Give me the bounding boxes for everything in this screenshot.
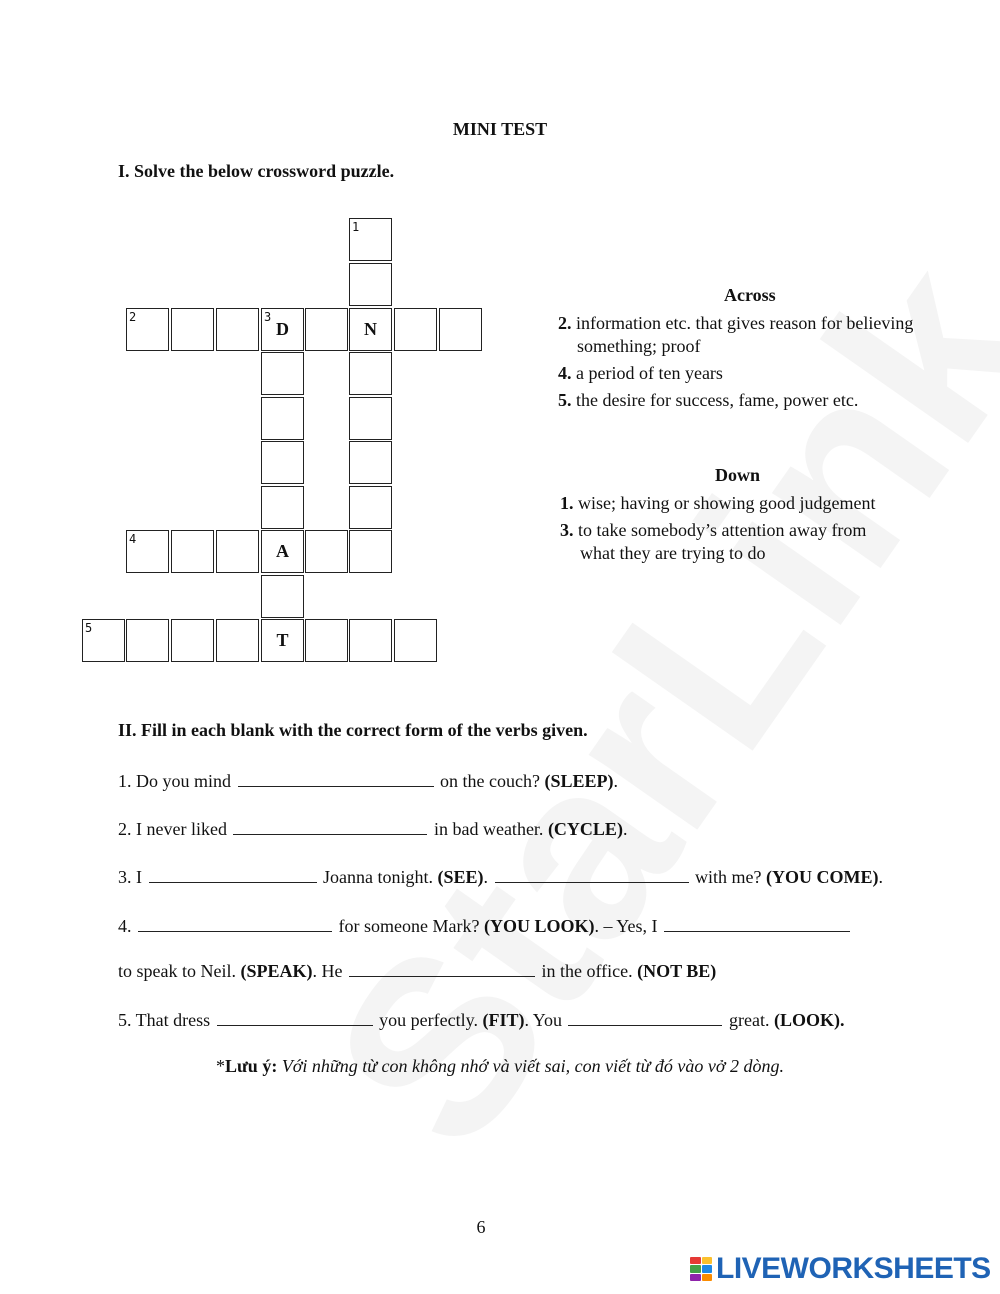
given-letter: T <box>276 630 289 650</box>
across-clue-4 <box>558 362 723 385</box>
down-clue-3 <box>560 519 866 565</box>
page-number: 6 <box>476 1217 486 1237</box>
clue-text-cont: something; proof <box>577 336 701 356</box>
crossword-cell[interactable] <box>216 619 259 662</box>
clue-number: 5 <box>85 621 93 635</box>
verb-hint: (SPEAK) <box>240 961 313 981</box>
given-letter: A <box>276 541 289 561</box>
crossword-cell[interactable] <box>171 530 214 573</box>
crossword-cell[interactable] <box>126 530 169 573</box>
text: great. <box>728 1010 770 1030</box>
crossword-cell[interactable] <box>216 308 259 351</box>
answer-blank[interactable] <box>664 913 850 932</box>
across-clue-5 <box>558 389 858 412</box>
cell-input[interactable] <box>221 318 254 342</box>
cell-input[interactable] <box>354 362 387 386</box>
crossword-cell <box>349 308 392 351</box>
crossword-cell[interactable] <box>349 441 392 484</box>
cell-input[interactable] <box>354 496 387 520</box>
clue-num: 5. <box>558 390 572 410</box>
crossword-cell[interactable] <box>216 530 259 573</box>
crossword-cell[interactable] <box>349 218 392 261</box>
cell-input[interactable] <box>354 273 387 297</box>
answer-blank[interactable] <box>149 864 317 883</box>
cell-input[interactable] <box>176 629 209 653</box>
cell-input[interactable] <box>266 362 299 386</box>
cell-input[interactable] <box>176 540 209 564</box>
crossword-cell[interactable] <box>439 308 482 351</box>
cell-input[interactable] <box>354 228 387 252</box>
note-text: Với những từ con không nhớ và viết sai, con viết từ đó vào vở 2 dòng. <box>281 1056 784 1076</box>
text: . You <box>524 1010 562 1030</box>
verb-hint: (NOT BE) <box>637 961 717 981</box>
crossword-cell[interactable] <box>305 530 348 573</box>
text: Joanna tonight. <box>323 867 433 887</box>
text: . He <box>312 961 343 981</box>
crossword-cell[interactable] <box>349 486 392 529</box>
clue-text: information etc. that gives reason for believing <box>576 313 914 333</box>
cell-input[interactable] <box>266 451 299 475</box>
verb-hint: (LOOK). <box>773 1010 845 1030</box>
across-heading: Across <box>724 285 776 305</box>
down-heading: Down <box>715 465 761 485</box>
cell-input[interactable] <box>310 318 343 342</box>
logo-text: LIVEWORKSHEETS <box>716 1252 991 1285</box>
crossword-cell[interactable] <box>349 530 392 573</box>
cell-input[interactable] <box>354 451 387 475</box>
crossword-cell[interactable] <box>349 263 392 306</box>
crossword-cell[interactable] <box>261 352 304 395</box>
cell-input[interactable] <box>131 629 164 653</box>
page-title: MINI TEST <box>452 119 548 139</box>
note <box>0 1056 1000 1077</box>
exercise-line-4 <box>118 913 852 937</box>
clue-num: 4. <box>558 363 572 383</box>
cell-input[interactable] <box>310 540 343 564</box>
verb-hint: (YOU LOOK) <box>483 916 595 936</box>
clue-text: to take somebody’s attention away from <box>578 520 867 540</box>
clue-number: 4 <box>129 532 137 546</box>
text: 2. I never liked <box>118 819 227 839</box>
text: on the couch? <box>440 771 540 791</box>
clue-number: 1 <box>352 220 360 234</box>
verb-hint: (YOU COME) <box>766 867 879 887</box>
exercise-line-2 <box>118 816 627 840</box>
clue-text: the desire for success, fame, power etc. <box>576 390 859 410</box>
answer-blank[interactable] <box>349 958 535 977</box>
cell-input[interactable] <box>87 629 120 653</box>
clue-text: a period of ten years <box>576 363 723 383</box>
text: in bad weather. <box>433 819 544 839</box>
crossword-cell <box>261 530 304 573</box>
crossword-cell[interactable] <box>394 308 437 351</box>
liveworksheets-logo <box>690 1252 991 1286</box>
crossword-cell[interactable] <box>126 308 169 351</box>
across-clue-2 <box>558 312 913 358</box>
crossword-cell[interactable] <box>261 575 304 618</box>
cell-input[interactable] <box>266 496 299 520</box>
clue-num: 3. <box>560 520 574 540</box>
answer-blank[interactable] <box>217 1007 373 1026</box>
clue-num: 1. <box>560 493 574 513</box>
logo-icon <box>690 1257 712 1281</box>
cell-input[interactable] <box>266 407 299 431</box>
cell-input[interactable] <box>444 318 477 342</box>
cell-input[interactable] <box>399 318 432 342</box>
exercise-line-3 <box>118 864 883 888</box>
text: . <box>622 819 628 839</box>
cell-input[interactable] <box>176 318 209 342</box>
down-clue-1 <box>560 492 875 515</box>
text: to speak to Neil. <box>118 961 236 981</box>
cell-input[interactable] <box>354 407 387 431</box>
crossword-cell[interactable] <box>126 619 169 662</box>
verb-hint: (SEE) <box>437 867 484 887</box>
cell-input[interactable] <box>266 585 299 609</box>
exercise-line-5 <box>118 958 716 982</box>
given-letter: D <box>276 319 289 339</box>
section-2-heading: II. Fill in each blank with the correct form of the verbs given. <box>118 720 588 740</box>
cell-input[interactable] <box>221 629 254 653</box>
given-letter: N <box>364 319 377 339</box>
clue-num: 2. <box>558 313 572 333</box>
crossword-cell[interactable] <box>261 397 304 440</box>
crossword-cell[interactable] <box>305 308 348 351</box>
answer-blank[interactable] <box>138 913 332 932</box>
crossword-cell[interactable] <box>171 619 214 662</box>
text: . <box>483 867 489 887</box>
clue-number: 2 <box>129 310 137 324</box>
crossword-cell[interactable] <box>394 619 437 662</box>
text: you perfectly. <box>379 1010 478 1030</box>
cell-input[interactable] <box>354 540 387 564</box>
crossword-cell <box>261 619 304 662</box>
crossword-cell[interactable] <box>349 619 392 662</box>
text: 4. <box>118 916 132 936</box>
cell-input[interactable] <box>131 318 164 342</box>
text: 3. I <box>118 867 142 887</box>
clue-number: 3 <box>264 310 272 324</box>
answer-blank[interactable] <box>233 816 427 835</box>
crossword-cell[interactable] <box>171 308 214 351</box>
text: in the office. <box>541 961 633 981</box>
verb-hint: (CYCLE) <box>547 819 623 839</box>
section-1-heading: I. Solve the below crossword puzzle. <box>118 161 395 181</box>
text: . <box>878 867 883 887</box>
crossword-cell[interactable] <box>349 397 392 440</box>
answer-blank[interactable] <box>238 768 434 787</box>
clue-text: wise; having or showing good judgement <box>578 493 876 513</box>
answer-blank[interactable] <box>568 1007 722 1026</box>
clue-text-cont: what they are trying to do <box>580 543 766 563</box>
exercise-line-6 <box>118 1007 844 1031</box>
crossword-cell <box>261 308 304 351</box>
cell-input[interactable] <box>221 540 254 564</box>
crossword-cell[interactable] <box>261 441 304 484</box>
text: . – Yes, I <box>594 916 658 936</box>
text: with me? <box>695 867 762 887</box>
crossword-cell[interactable] <box>261 486 304 529</box>
text: for someone Mark? <box>338 916 480 936</box>
note-star: * <box>216 1056 225 1076</box>
answer-blank[interactable] <box>495 864 689 883</box>
verb-hint: (SLEEP) <box>544 771 614 791</box>
note-label: Lưu ý: <box>225 1056 278 1076</box>
cell-input[interactable] <box>310 629 343 653</box>
text: . <box>613 771 618 791</box>
exercise-line-1 <box>118 768 618 792</box>
crossword-cell[interactable] <box>82 619 125 662</box>
verb-hint: (FIT) <box>482 1010 525 1030</box>
cell-input[interactable] <box>399 629 432 653</box>
crossword-cell[interactable] <box>305 619 348 662</box>
cell-input[interactable] <box>354 629 387 653</box>
crossword-cell[interactable] <box>349 352 392 395</box>
text: 5. That dress <box>118 1010 211 1030</box>
cell-input[interactable] <box>131 540 164 564</box>
text: 1. Do you mind <box>118 771 232 791</box>
